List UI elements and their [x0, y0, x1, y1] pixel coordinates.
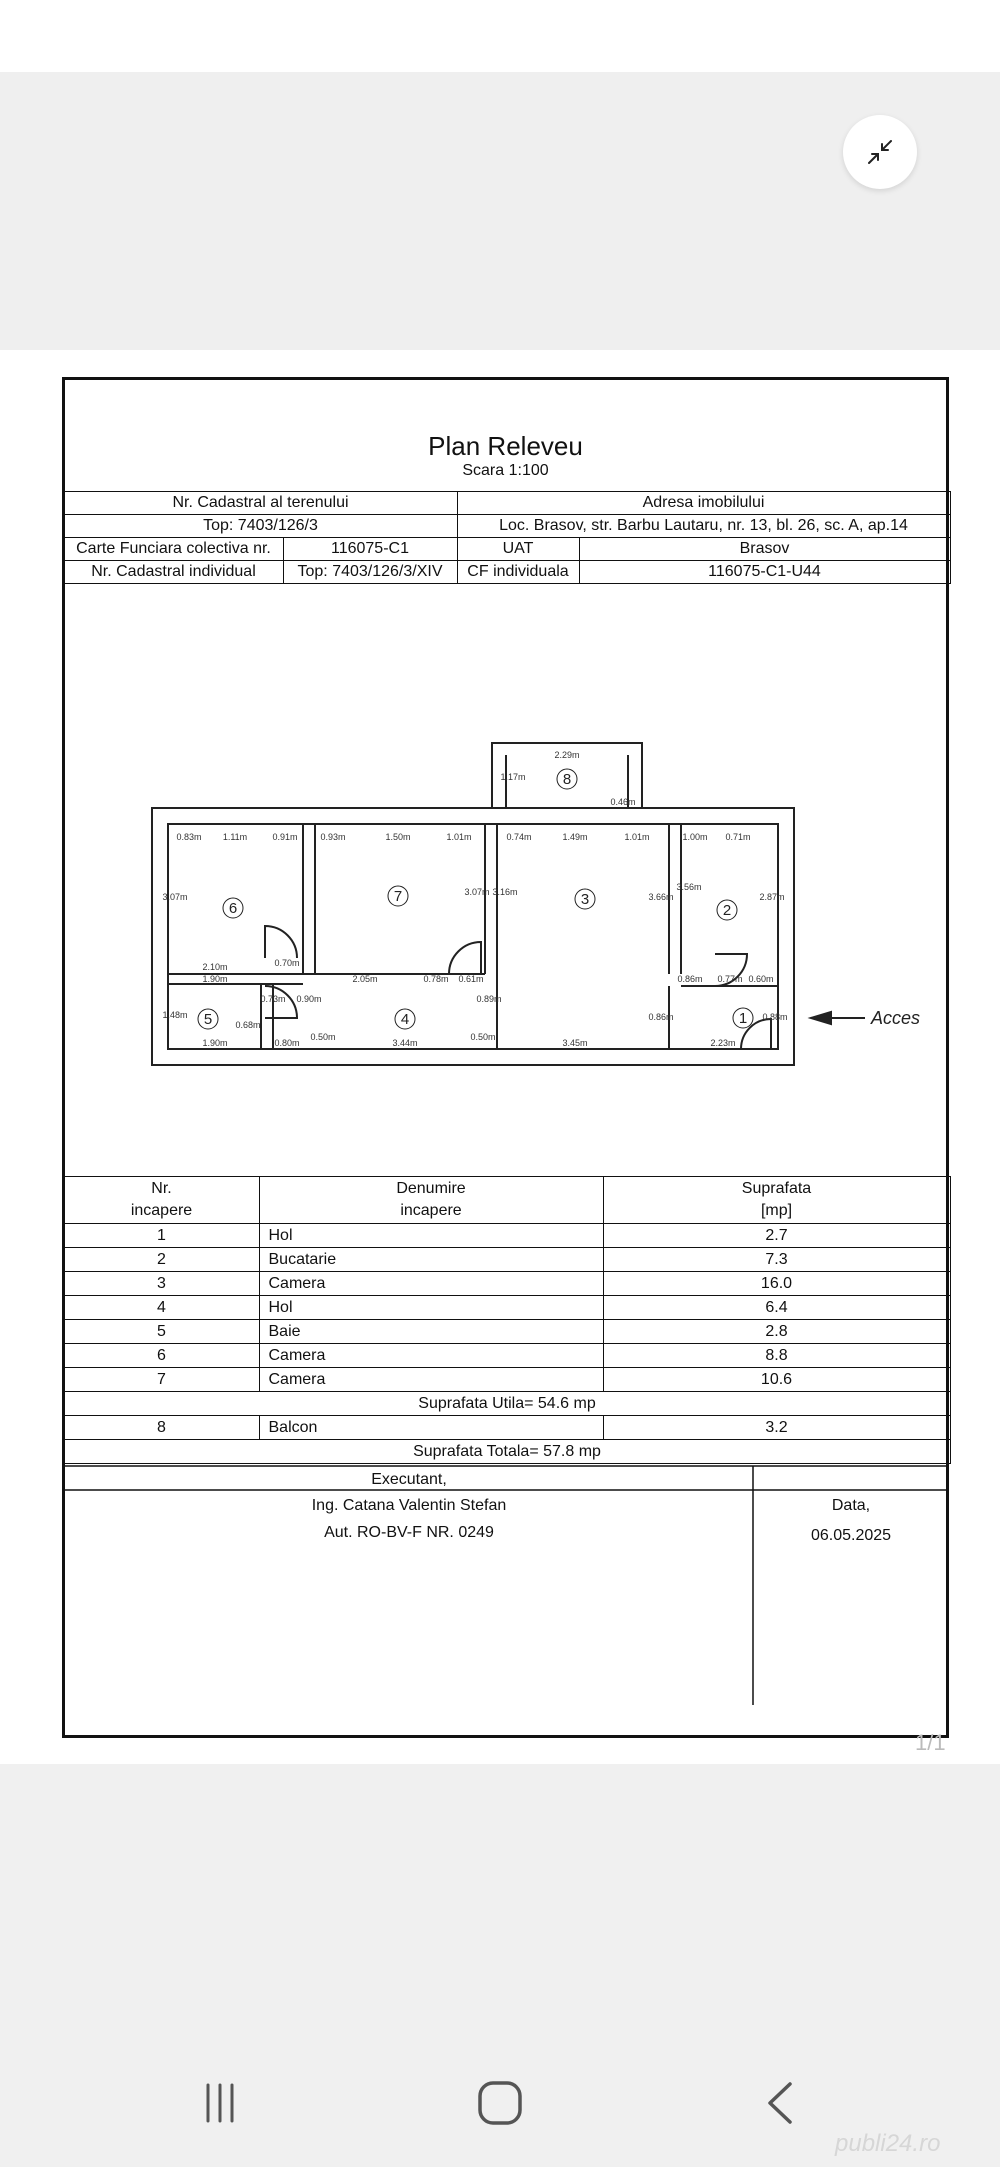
dimension-label: 0.80m — [274, 1038, 300, 1048]
dimension-label: 1.90m — [202, 1038, 228, 1048]
room-marker — [557, 769, 577, 789]
collapse-arrows-icon — [865, 137, 895, 167]
dimension-label: 0.86m — [677, 974, 703, 984]
dimension-label: 1.00m — [682, 832, 708, 842]
table-row: 5 Baie 2.8 — [64, 1320, 950, 1344]
floor-plan-drawing — [65, 540, 946, 1140]
back-button[interactable] — [750, 2073, 810, 2133]
room-marker — [198, 1009, 218, 1029]
info-cell: Adresa imobilului — [457, 492, 950, 515]
room-marker — [388, 886, 408, 906]
dimension-label: 0.83m — [176, 832, 202, 842]
door-arc — [449, 942, 481, 974]
dimension-label: 0.70m — [274, 958, 300, 968]
dimension-label: 0.91m — [272, 832, 298, 842]
executant-name: Ing. Catana Valentin Stefan — [311, 1497, 507, 1514]
access-label: Acces — [871, 1008, 921, 1028]
date-value: 06.05.2025 — [810, 1527, 892, 1544]
info-cell: Nr. Cadastral individual — [64, 561, 283, 584]
executant-block — [65, 1465, 946, 1705]
dimension-label: 1.49m — [562, 832, 588, 842]
dimension-label: 0.46m — [610, 797, 636, 807]
door-arc — [265, 926, 297, 958]
dimension-label: 3.07m — [464, 887, 490, 897]
dimension-label: 0.68m — [235, 1020, 261, 1030]
info-cell: Loc. Brasov, str. Barbu Lautaru, nr. 13, bl. 26, sc. A, ap.14 — [457, 515, 950, 538]
info-cell: 116075-C1 — [283, 538, 457, 561]
recent-apps-icon — [198, 2081, 242, 2125]
info-cell: Brasov — [579, 538, 950, 561]
dimension-label: 0.74m — [506, 832, 532, 842]
watermark: publi24.ro — [835, 2130, 941, 2157]
info-cell: Top: 7403/126/3 — [64, 515, 457, 538]
room-marker — [717, 900, 737, 920]
dimension-label: 1.17m — [500, 772, 526, 782]
dimension-label: 0.50m — [310, 1032, 336, 1042]
info-cell: UAT — [457, 538, 579, 561]
header-nr: Nr. incapere — [64, 1177, 259, 1224]
table-row: 3 Camera 16.0 — [64, 1272, 950, 1296]
dimension-label: 2.23m — [710, 1038, 736, 1048]
dimension-label: 1.50m — [385, 832, 411, 842]
dimension-label: 3.45m — [562, 1038, 588, 1048]
inner-wall — [168, 824, 778, 1049]
useful-total-row: Suprafata Utila= 54.6 mp — [64, 1392, 950, 1416]
svg-text:5: 5 — [203, 1011, 213, 1028]
dimension-label: 0.90m — [296, 994, 322, 1004]
room-marker — [575, 889, 595, 909]
dimension-label: 3.16m — [492, 887, 518, 897]
info-cell: 116075-C1-U44 — [579, 561, 950, 584]
back-icon — [760, 2080, 800, 2126]
balcony-row: 8 Balcon 3.2 — [64, 1416, 950, 1440]
executant-auth: Aut. RO-BV-F NR. 0249 — [324, 1524, 494, 1541]
dimension-label: 2.10m — [202, 962, 228, 972]
dimension-label: 0.71m — [725, 832, 751, 842]
info-cell: Nr. Cadastral al terenului — [64, 492, 457, 515]
header-name: Denumire incapere — [259, 1177, 603, 1224]
room-marker — [223, 898, 243, 918]
svg-text:2: 2 — [722, 902, 732, 919]
dimension-label: 0.78m — [423, 974, 449, 984]
plan-scale: Scara 1:100 — [462, 462, 549, 479]
dimension-label: 0.77m — [717, 974, 743, 984]
svg-text:6: 6 — [228, 900, 238, 917]
recent-apps-button[interactable] — [190, 2073, 250, 2133]
home-button[interactable] — [470, 2073, 530, 2133]
table-row: 2 Bucatarie 7.3 — [64, 1248, 950, 1272]
date-label: Data, — [831, 1497, 871, 1514]
grand-total-row: Suprafata Totala= 57.8 mp — [64, 1440, 950, 1464]
header-area: Suprafata [mp] — [603, 1177, 950, 1224]
dimension-label: 0.60m — [748, 974, 774, 984]
dimension-label: 1.90m — [202, 974, 228, 984]
dimension-label: 1.01m — [446, 832, 472, 842]
dimension-label: 0.61m — [458, 974, 484, 984]
svg-text:1: 1 — [738, 1010, 748, 1027]
svg-text:3: 3 — [580, 891, 590, 908]
table-row: 4 Hol 6.4 — [64, 1296, 950, 1320]
info-cell: Top: 7403/126/3/XIV — [283, 561, 457, 584]
dimension-label: 0.93m — [320, 832, 346, 842]
dimension-labels — [162, 750, 787, 1048]
svg-text:8: 8 — [562, 771, 572, 788]
dimension-label: 3.66m — [648, 892, 674, 902]
plan-title: Plan Releveu — [428, 431, 583, 461]
dimension-label: 1.11m — [222, 832, 248, 842]
dimension-label: 1.01m — [624, 832, 650, 842]
viewer-area — [0, 72, 1000, 350]
dimension-label: 2.87m — [759, 892, 785, 902]
dimension-label: 0.89m — [476, 994, 502, 1004]
top-bar — [0, 0, 1000, 72]
room-marker — [395, 1009, 415, 1029]
home-icon — [477, 2080, 523, 2126]
svg-text:4: 4 — [400, 1011, 410, 1028]
dimension-label: 1.48m — [162, 1010, 188, 1020]
svg-text:7: 7 — [393, 888, 403, 905]
room-marker — [733, 1008, 753, 1028]
rooms-table — [64, 1176, 951, 1464]
table-row: 7 Camera 10.6 — [64, 1368, 950, 1392]
dimension-label: 0.86m — [648, 1012, 674, 1022]
plan-sheet — [62, 377, 949, 1738]
dimension-label: 0.73m — [260, 994, 286, 1004]
table-row: 1 Hol 2.7 — [64, 1224, 950, 1248]
dimension-label: 2.05m — [352, 974, 378, 984]
dimension-label: 3.56m — [676, 882, 702, 892]
page-indicator: 1/1 — [915, 1730, 946, 1755]
access-arrow-head — [811, 1012, 831, 1024]
dimension-label: 0.50m — [470, 1032, 496, 1042]
info-cell: Carte Funciara colectiva nr. — [64, 538, 283, 561]
dimension-label: 3.07m — [162, 892, 188, 902]
table-row: 6 Camera 8.8 — [64, 1344, 950, 1368]
dimension-label: 0.88m — [762, 1012, 788, 1022]
dimension-label: 3.44m — [392, 1038, 418, 1048]
collapse-button[interactable] — [843, 115, 917, 189]
info-cell: CF individuala — [457, 561, 579, 584]
executant-label: Executant, — [371, 1471, 447, 1488]
dimension-label: 2.29m — [554, 750, 580, 760]
